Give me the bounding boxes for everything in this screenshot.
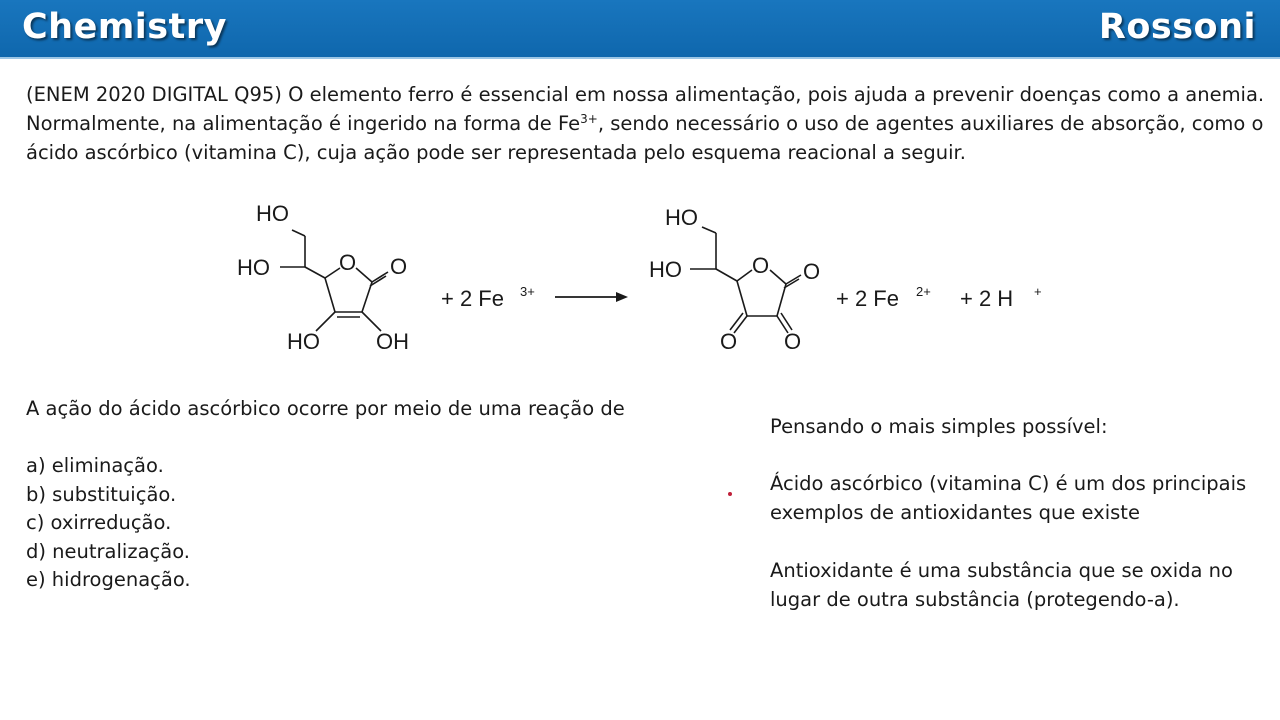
product-ho-left: HO — [649, 257, 682, 282]
hydrogen-charge: + — [1034, 284, 1042, 299]
iron-ii-charge: 2+ — [916, 284, 931, 299]
option-c: c) oxirredução. — [26, 511, 172, 534]
note-simple-thinking: Pensando o mais simples possível: — [770, 415, 1108, 438]
reaction-scheme — [0, 190, 1280, 365]
product-carbonyl-oxygen: O — [803, 259, 821, 284]
product-oxygen-bottom-right: O — [784, 329, 802, 354]
plus-iron-ii: + 2 Fe — [836, 286, 899, 311]
author-name: Rossoni — [1098, 7, 1256, 47]
reactant-ring-oxygen: O — [339, 250, 357, 275]
iron-iii-charge: 3+ — [520, 284, 535, 299]
reactant-ho-top: HO — [256, 201, 289, 226]
product-ho-top: HO — [665, 205, 698, 230]
note-antioxidant-definition: Antioxidante é uma substância que se oxida no lugar de outra substância (protegendo-a). — [770, 559, 1233, 611]
note-ascorbic-acid: Ácido ascórbico (vitamina C) é um dos principais exemplos de antioxidantes que existe — [770, 472, 1247, 524]
reactant-carbonyl-oxygen: O — [390, 254, 408, 279]
slide-header — [0, 0, 1280, 59]
option-d: d) neutralização. — [26, 539, 190, 563]
pointer-dot — [728, 492, 732, 496]
option-b: b) substituição. — [26, 482, 177, 506]
fe-charge-superscript: 3+ — [580, 112, 598, 126]
answer-options — [26, 452, 191, 595]
dehydroascorbic-acid-structure — [690, 227, 801, 333]
ascorbic-acid-structure — [280, 230, 388, 331]
plus-hydrogen-ion: + 2 H — [960, 286, 1014, 311]
reactant-ho-left: HO — [237, 255, 270, 280]
option-a: a) eliminação. — [26, 454, 164, 477]
question-text — [26, 80, 1266, 167]
subject-title: Chemistry — [22, 7, 227, 47]
question-part-2: , sendo necessário o uso de agentes auxiliares de absorção, como o ácido ascórbico (vitamina C), cuja ação pode ser representada pelo esquema reacional a seguir. — [26, 112, 1264, 164]
product-oxygen-bottom-left: O — [720, 329, 738, 354]
reactant-oh-bottom: OH — [376, 329, 409, 354]
reactant-ho-bottom: HO — [287, 329, 320, 354]
question-stem: A ação do ácido ascórbico ocorre por meio de uma reação de — [26, 397, 625, 420]
reaction-arrow — [555, 292, 628, 302]
question-part-1: (ENEM 2020 DIGITAL Q95) O elemento ferro é essencial em nossa alimentação, pois ajuda a prevenir doenças como a anemia. Normalmente, na alimentação é ingerido na forma de Fe — [26, 83, 1265, 135]
product-ring-oxygen: O — [752, 253, 770, 278]
option-e: e) hidrogenação. — [26, 568, 191, 591]
plus-iron-iii: + 2 Fe — [441, 286, 504, 311]
